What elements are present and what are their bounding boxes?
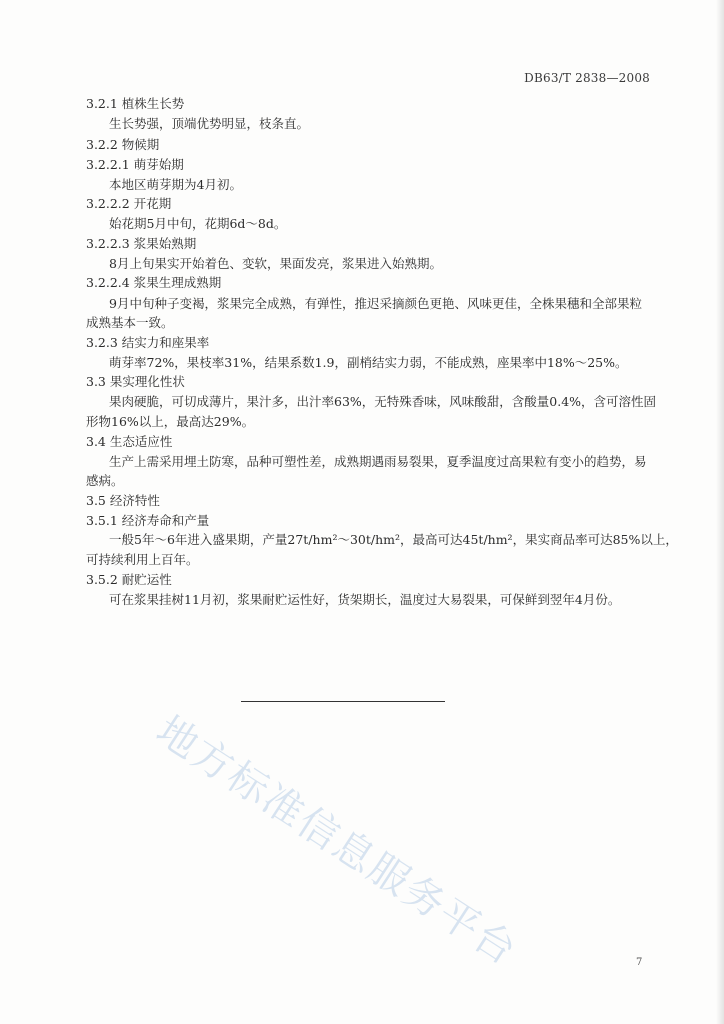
heading-3-4: 3.4 生态适应性 — [86, 434, 173, 449]
body-text: 生产上需采用埋土防寒，品种可塑性差，成熟期遇雨易裂果，夏季温度过高果粒有变小的趋势，易 — [109, 454, 647, 469]
heading-3-5: 3.5 经济特性 — [86, 493, 160, 508]
scan-edge-shadow — [716, 0, 724, 1024]
body-text: 生长势强，顶端优势明显，枝条直。 — [109, 116, 310, 131]
heading-3-2-2-1: 3.2.2.1 萌芽始期 — [86, 157, 184, 172]
heading-3-2-2-2: 3.2.2.2 开花期 — [86, 196, 172, 211]
body-text: 一般5年～6年进入盛果期，产量27t/hm²～30t/hm²，最高可达45t/hm²，果实商品率可达85%以上， — [109, 532, 678, 547]
heading-3-5-2: 3.5.2 耐贮运性 — [86, 572, 172, 587]
heading-3-2-3: 3.2.3 结实力和座果率 — [86, 335, 210, 350]
end-rule — [241, 701, 445, 702]
body-text: 始花期5月中旬，花期6d～8d。 — [109, 216, 287, 231]
heading-3-3: 3.3 果实理化性状 — [86, 374, 185, 389]
body-text: 感病。 — [86, 473, 124, 488]
heading-3-2-1: 3.2.1 植株生长势 — [86, 96, 185, 111]
heading-3-5-1: 3.5.1 经济寿命和产量 — [86, 513, 210, 528]
heading-3-2-2: 3.2.2 物候期 — [86, 137, 160, 152]
standard-code: DB63/T 2838—2008 — [524, 71, 650, 85]
body-text: 可持续利用上百年。 — [86, 552, 199, 567]
body-text: 可在浆果挂树11月初，浆果耐贮运性好，货架期长，温度过大易裂果，可保鲜到翌年4月份。 — [109, 592, 621, 607]
body-text: 形物16%以上，最高达29%。 — [86, 414, 255, 429]
body-text: 9月中旬种子变褐，浆果完全成熟，有弹性，推迟采摘颜色更艳、风味更佳，全株果穗和全部果粒 — [109, 296, 642, 311]
page-number: 7 — [636, 957, 643, 968]
body-text: 成熟基本一致。 — [86, 315, 174, 330]
body-text: 萌芽率72%，果枝率31%，结果系数1.9，副梢结实力弱，不能成熟，座果率中18%～25%。 — [109, 355, 628, 370]
body-text: 果肉硬脆，可切成薄片，果汁多，出汁率63%，无特殊香味，风味酸甜，含酸量0.4%，含可溶性固 — [109, 394, 657, 409]
heading-3-2-2-4: 3.2.2.4 浆果生理成熟期 — [86, 275, 222, 290]
body-text: 本地区萌芽期为4月初。 — [109, 177, 242, 192]
body-text: 8月上旬果实开始着色、变软，果面发亮，浆果进入始熟期。 — [109, 256, 442, 271]
watermark: 地方标准信息服务平台 — [148, 707, 526, 975]
heading-3-2-2-3: 3.2.2.3 浆果始熟期 — [86, 236, 197, 251]
